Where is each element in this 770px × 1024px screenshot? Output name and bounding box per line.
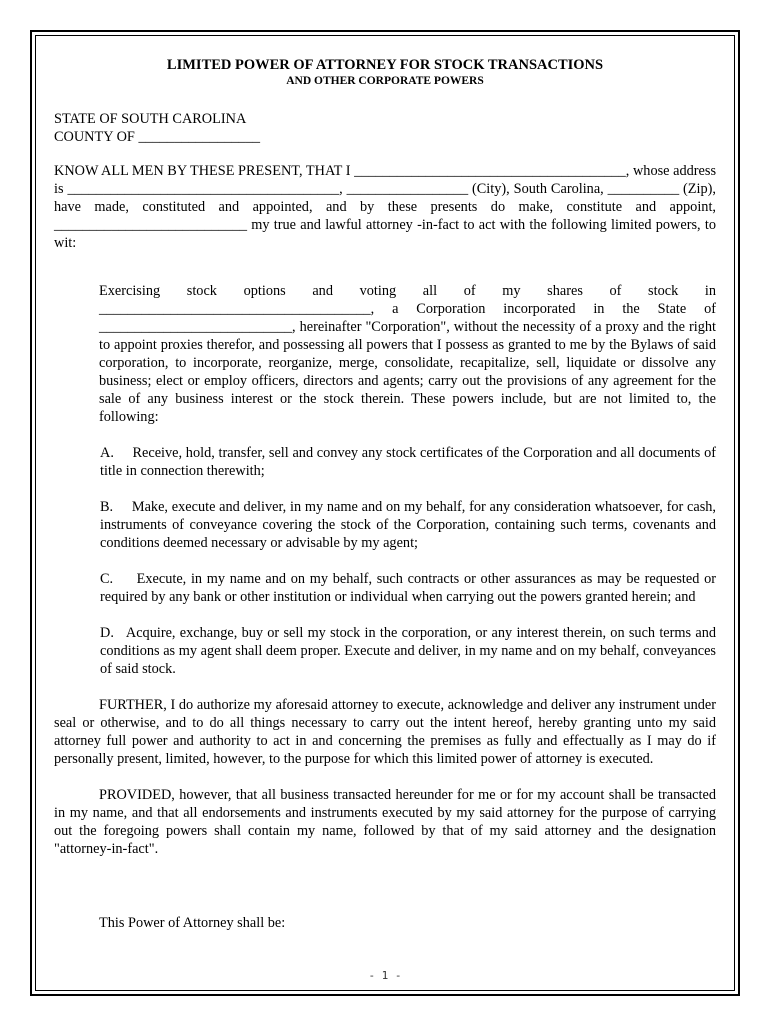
powers-intro-paragraph: Exercising stock options and voting all of my shares of stock in ______________________________________, a Corporation incorporated in the State of ___________________________, hereinafter "Corporation", without the necessity of a proxy and the right to appoint proxies therefor, and possessing all powers that I possess as granted to me by the Bylaws of said corporation, to incorporate, reorganize, merge, consolidate, recapitalize, sell, liquidate or dissolve any business; elect or employ officers, directors and agents; carry out the provisions of any agreement for the sale of any business interest or the stock therein. These powers include, but are not limited to, the following: [99, 283, 716, 425]
power-item-d: D. Acquire, exchange, buy or sell my stock in the corporation, or any interest therein, on such terms and conditions as my agent shall deem proper. Execute and deliver, in my name and on my behalf, conveyances of said stock. [100, 625, 716, 677]
document-body [54, 56, 716, 932]
principal-name-blank: ______________________________________ [354, 163, 626, 179]
power-item-b: B. Make, execute and deliver, in my name and on my behalf, for any consideration whatsoever, for cash, instruments of conveyance covering the stock of the Corporation, containing such terms, covenants and conditions deemed necessary or advisable by my agent; [100, 499, 716, 551]
power-item-c: C. Execute, in my name and on my behalf, such contracts or other assurances as may be requested or required by any bank or other institution or individual when carrying out the powers granted herein; and [100, 571, 716, 605]
county-line: COUNTY OF _________________ [54, 129, 260, 145]
provided-paragraph: PROVIDED, however, that all business transacted hereunder for me or for my account shall be transacted in my name, and that all endorsements and instruments executed by my said attorney for the purpose of carrying out the foregoing powers shall contain my name, followed by that of my said attorney and the designation "attorney-in-fact". [54, 787, 716, 857]
document-subtitle: AND OTHER CORPORATE POWERS [286, 75, 484, 87]
know-all-rest: , whose address is ______________________________________, _________________ (City), South Carolina, __________ (Zip), have made, constituted and appointed, and by these presents do make, constitute and appoint, ___________________________ my true and lawful attorney -in-fact to act with the following limited powers, to wit: [54, 163, 717, 251]
state-line: STATE OF SOUTH CAROLINA [54, 111, 247, 127]
know-all-prefix: KNOW ALL MEN BY THESE PRESENT, THAT I [54, 163, 355, 179]
page-number: - 1 - [368, 969, 402, 982]
document-title: LIMITED POWER OF ATTORNEY FOR STOCK TRANSACTIONS [166, 57, 604, 73]
powers-list [54, 444, 716, 678]
know-all-men-paragraph [54, 162, 716, 252]
power-item-a: A. Receive, hold, transfer, sell and convey any stock certificates of the Corporation and all documents of title in connection therewith; [100, 445, 716, 479]
venue-block [54, 110, 716, 146]
closing-line: This Power of Attorney shall be: [99, 915, 286, 931]
further-paragraph: FURTHER, I do authorize my aforesaid attorney to execute, acknowledge and deliver any instrument under seal or otherwise, and to do all things necessary to carry out the intent hereof, hereby granting unto my said attorney full power and authority to act in and concerning the premises as fully and effectually as I may do if personally present, limited, however, to the purpose for which this limited power of attorney is executed. [54, 697, 716, 767]
